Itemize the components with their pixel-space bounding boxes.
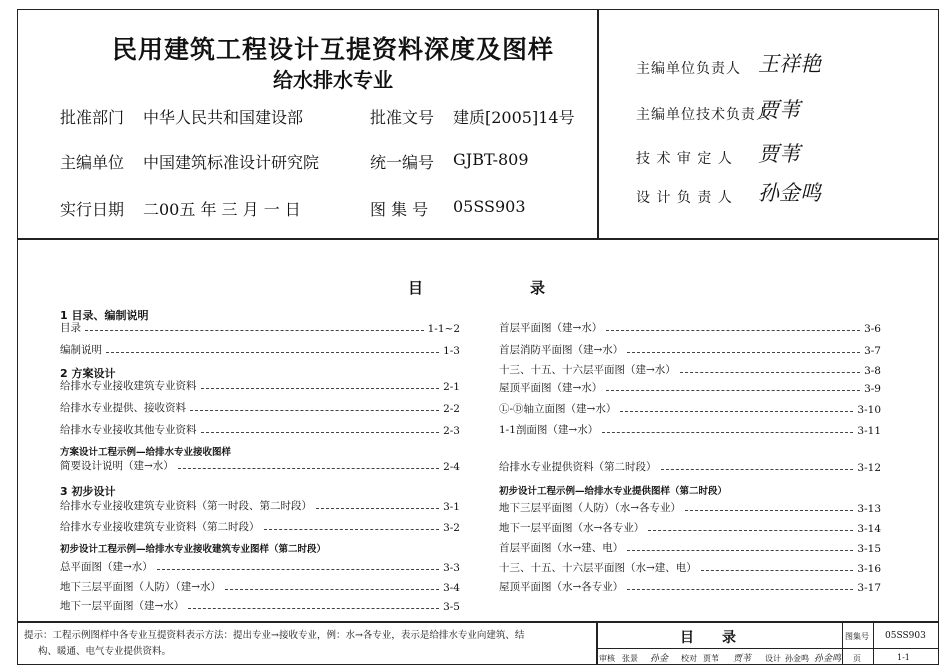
review-label: 审核 [599,654,615,663]
toc-entry[interactable]: 首层平面图（建→水） 3-6 [499,322,881,335]
toc-subsection: 初步设计工程示例—给排水专业提供图样（第二时段） [499,486,728,497]
signature-design-lead: 孙金鸣 [758,181,821,205]
toc-section: 1 目录、编制说明 [60,309,149,322]
title-block-divider [596,621,598,665]
title-block-title: 目 录 [680,630,736,646]
atlas-no-field-label: 图集号 [845,632,869,641]
toc-entry[interactable]: 地下三层平面图（人防）（建→水） 3-4 [60,581,460,594]
signature-chief-unit: 王祥艳 [758,52,821,76]
toc-entry[interactable]: 屋顶平面图（建→水） 3-9 [499,382,881,395]
toc-entry[interactable]: 首层消防平面图（建→水） 3-7 [499,344,881,357]
toc-subsection: 方案设计工程示例—给排水专业接收图样 [60,447,232,458]
toc-entry[interactable]: 编制说明 1-3 [60,344,460,357]
review-signature: 孙金 [650,654,669,664]
toc-subsection: 初步设计工程示例—给排水专业接收建筑专业图样（第二时段） [60,544,327,555]
header-divider [17,238,939,240]
toc-entry[interactable]: 首层平面图（水→建、电） 3-15 [499,542,881,555]
atlas-subtitle: 给水排水专业 [273,68,393,92]
design-signature: 孙金鸣 [814,654,842,664]
toc-entry[interactable]: 1-1剖面图（建→水） 3-11 [499,424,881,437]
toc-entry[interactable]: 给排水专业接收建筑专业资料（第二时段） 3-2 [60,521,460,534]
signature-label-design-lead: 设 计 负 责 人 [636,190,733,206]
toc-section: 2 方案设计 [60,367,116,380]
footer-divider [17,621,939,623]
toc-title-left: 目 [408,279,424,297]
toc-entry[interactable]: 屋顶平面图（水→各专业） 3-17 [499,581,881,594]
toc-entry[interactable]: 给排水专业接收建筑专业资料 2-1 [60,380,460,393]
check-signature: 贾苇 [733,654,752,664]
effective-date-label: 实行日期 [60,200,125,219]
approval-doc-label: 批准文号 [370,108,435,127]
review-name: 张景 [622,654,638,663]
toc-entry[interactable]: 给排水专业提供、接收资料 2-2 [60,402,460,415]
toc-entry[interactable]: 目录 1-1~2 [60,322,460,335]
effective-date-value: 二00五 年 三 月 一 日 [143,200,301,219]
approval-dept-label: 批准部门 [60,108,125,127]
toc-entry[interactable]: 地下一层平面图（建→水） 3-5 [60,600,460,613]
footnote-line-1: 提示：工程示例图样中各专业互提资料表示方法：提出专业→接收专业，例：水→各专业，表示是给排水专业向建筑、结 [24,630,525,641]
toc-entry[interactable]: 给排水专业接收其他专业资料 2-3 [60,424,460,437]
page-field-value: 1-1 [897,653,910,662]
editor-unit-value: 中国建筑标准设计研究院 [143,153,320,172]
signature-tech-chief: 贾苇 [758,98,800,122]
toc-entry[interactable]: 给排水专业提供资料（第二时段） 3-12 [499,461,881,474]
design-label: 设计 [765,654,781,663]
approval-doc-value: 建质[2005]14号 [453,108,575,127]
toc-entry[interactable]: Ⓛ-Ⓓ轴立面图（建→水） 3-10 [499,403,881,416]
toc-entry[interactable]: 十三、十五、十六层平面图（建→水） 3-8 [499,364,881,377]
unified-no-value: GJBT-809 [453,150,529,169]
unified-no-label: 统一编号 [370,153,435,172]
atlas-no-field-value: 05SS903 [885,631,926,641]
check-label: 校对 [681,654,697,663]
atlas-no-value: 05SS903 [453,197,526,216]
editor-unit-label: 主编单位 [60,153,125,172]
toc-entry[interactable]: 地下一层平面图（水→各专业） 3-14 [499,522,881,535]
check-name: 贾苇 [703,654,719,663]
toc-title-right: 录 [530,279,546,297]
toc-entry[interactable]: 简要设计说明（建→水） 2-4 [60,460,460,473]
toc-entry[interactable]: 地下三层平面图（人防）（水→各专业） 3-13 [499,502,881,515]
page-field-label: 页 [853,654,861,663]
signature-label-tech-reviewer: 技 术 审 定 人 [636,151,733,167]
signature-label-tech-chief: 主编单位技术负责人 [636,107,771,123]
signature-tech-reviewer: 贾苇 [758,142,800,166]
toc-entry[interactable]: 给排水专业接收建筑专业资料（第一时段、第二时段） 3-1 [60,500,460,513]
atlas-no-label: 图 集 号 [370,200,429,219]
footnote-line-2: 构、暖通、电气专业提供资料。 [38,646,172,657]
approval-dept-value: 中华人民共和国建设部 [143,108,304,127]
atlas-title: 民用建筑工程设计互提资料深度及图样 [111,35,554,64]
design-name: 孙金鸣 [785,654,809,663]
toc-entry[interactable]: 总平面图（建→水） 3-3 [60,561,460,574]
toc-entry[interactable]: 十三、十五、十六层平面图（水→建、电） 3-16 [499,562,881,575]
toc-section: 3 初步设计 [60,485,116,498]
signature-label-chief-unit: 主编单位负责人 [636,61,741,77]
